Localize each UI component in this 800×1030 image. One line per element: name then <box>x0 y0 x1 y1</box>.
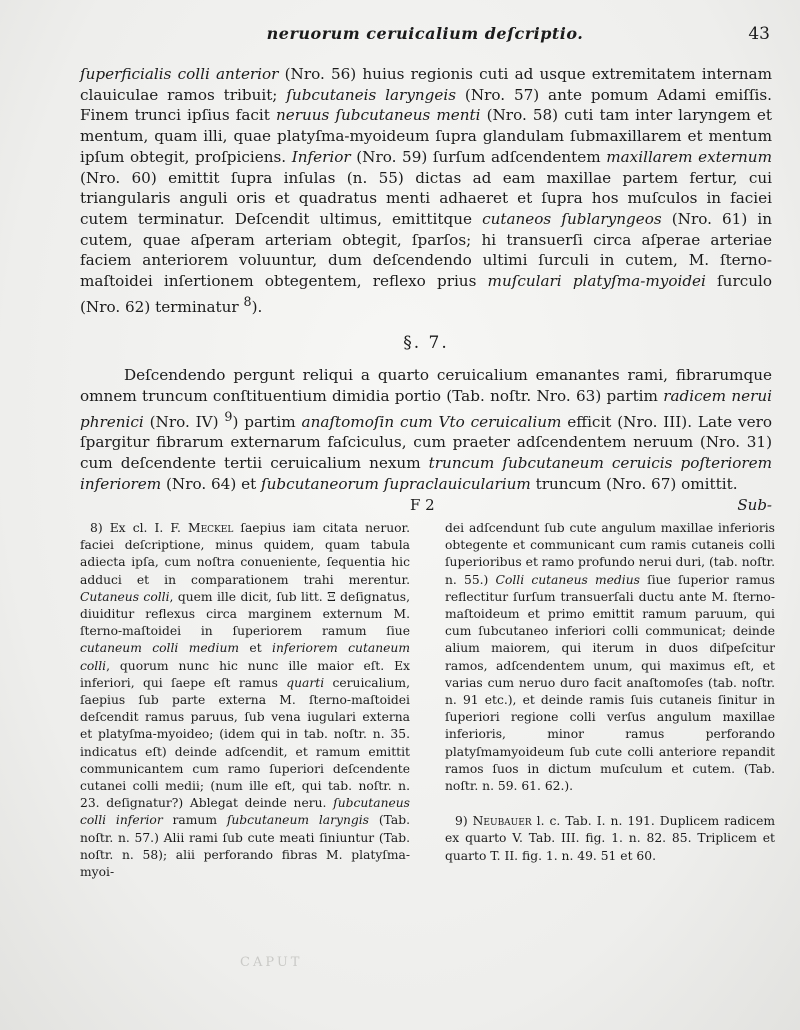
text-run: ſurculo (Nro. 62) terminatur <box>80 272 773 316</box>
italic-run: inferiorem cutaneum colli <box>80 641 410 673</box>
footnote-column-right <box>445 520 775 881</box>
italic-run: cutaneum colli medium <box>80 641 240 656</box>
footnote-ref: 8 <box>243 293 252 309</box>
text-run: ) partim <box>232 412 302 431</box>
footnote-9 <box>445 813 775 865</box>
section-heading: §. 7. <box>403 332 449 353</box>
paragraph-2 <box>80 365 772 494</box>
text-run: (Nro. 58) cuti tam inter laryngem et mentum, quam illi, quae platyſma-myoideum ſupra glandulam ſubmaxillarem et mentum ipſum obtegit, proſpiciens. <box>80 106 772 166</box>
italic-run: cutaneos ſublaryngeos <box>482 209 662 228</box>
text-run: dei adſcendunt ſub cute angulum maxillae inferioris obtegente et communicant cum ramis cutaneis colli ſuperioribus et ramo profundo nerui duri, (tab. noſtr. n. 55.) <box>445 521 775 587</box>
text-run: (Nro. 57) ante pomum Adami emiſſis. Finem trunci ipſius facit <box>80 85 772 125</box>
italic-run: maxillarem externum <box>606 147 772 166</box>
paragraph-1 <box>80 64 772 318</box>
italic-run: ſubcutaneum laryngis <box>226 813 369 828</box>
author-name: Meckel <box>187 521 234 535</box>
italic-run: truncum ſubcutaneum ceruicis poſteriorem inferiorem <box>80 454 772 493</box>
text-run: (Nro. 59) ſurſum adſcendentem <box>350 147 607 166</box>
text-run: ceruicalium, ſaepius ſub parte externa M. ſterno-maſtoidei deſcendit ramus paruus, ſub vena iugulari externa et platyſma-myoideo; (idem qui in tab. noſtr. n. 35. indicatus eſt) deinde adſcendit, et ramum emittit communicantem cum ramo ſuperiori deſcendente cutanei colli medii; (num ille eſt, qui tab. noſtr. n. 23. deſignatur?) Ablegat deinde neru. <box>80 675 410 811</box>
running-head: neruorum ceruicalium deſcriptio. <box>266 24 584 43</box>
text-run: efficit (Nro. III). Late vero ſpargitur fibrarum externarum faſciculus, cum praeter adſcendentem neruum (Nro. 31) cum deſcendente tertii ceruicalium nexum <box>80 412 772 473</box>
footnote-8 <box>80 520 410 881</box>
text-run: ramum <box>162 813 227 828</box>
text-run: Deſcendendo pergunt reliqui a quarto ceruicalium emanantes rami, fibrarumque omnem truncum conſtituentium dimidia portio (Tab. noſtr. Nro. 63) partim <box>80 366 772 405</box>
italic-run: muſculari platyſma-myoidei <box>487 272 706 291</box>
italic-run: quarti <box>286 675 325 690</box>
italic-run: anaſtomoſin cum Vto ceruicalium <box>301 412 562 431</box>
page-header <box>80 24 770 46</box>
text-run: (Nro. 64) et <box>161 474 262 493</box>
italic-run: Colli cutaneus medius <box>495 572 640 587</box>
main-text <box>80 64 772 494</box>
text-run: (Tab. noſtr. n. 57.) Alii rami ſub cute meati ſiniuntur (Tab. noſtr. n. 58); alii perforando fibras M. platyſma-myoi- <box>80 813 410 880</box>
footnote-8-continued <box>445 520 775 795</box>
text-run: ſiue ſuperior ramus reflectitur ſurſum transuerſali ductu ante M. ſterno-maſtoideum et primo emittit ramum paruum, qui cum ſubcutaneo inferiori colli communicat; deinde alium maiorem, qui iterum in duos diſpeſcitur ramos, adſcendentem unum, qui maximus eſt, et varias cum neruo duro facit anaſtomoſes (tab. noſtr. n. 91 etc.), et deinde ramis ſuis cutaneis ſinitur in ſuperiori regione colli verſus angulum maxillae inferioris, minor ramus perforando platyſmamyoideum ſub cute colli anteriore repandit ramos ſuos in dictum muſculum et cutem. (Tab. noſtr. n. 59. 61. 62.). <box>445 572 775 794</box>
signature-mark: F 2 <box>410 496 435 514</box>
text-run: 8) Ex cl. I. F. <box>90 521 188 535</box>
text-run: ſaepius iam citata neruor. faciei deſcriptione, minus quidem, quam tabula adiecta ipſa, cum noſtra conueniente, ſequentia hic adduci et in comparationem trahi merentur. <box>80 521 410 587</box>
signature-row <box>80 496 772 518</box>
footnotes <box>80 520 775 881</box>
text-run: 9) <box>455 814 473 829</box>
footnote-ref: 9 <box>224 408 233 424</box>
text-run: (Nro. 60) emittit ſupra inſulas (n. 55) dictas ad eam maxillae partem fertur, cui triangularis anguli oris et quadratus menti adhaeret et ſupra hos muſculos in faciei cutem terminatur. Deſcendit ultimus, emittitque <box>80 168 772 228</box>
text-run: , quorum nunc hic nunc ille maior eſt. Ex inferiori, qui ſaepe eſt ramus <box>80 658 410 690</box>
page-number: 43 <box>748 24 770 44</box>
italic-run: ſubcutaneorum ſupraclauicularium <box>261 474 531 493</box>
text-run: ). <box>251 297 263 316</box>
catchword: Sub- <box>737 496 772 514</box>
italic-run: Inferior <box>291 147 351 166</box>
text-run: (Nro. 56) huius regionis cuti ad usque extremitatem internam clauiculae ramos tribuit; <box>80 65 772 104</box>
italic-run: radicem nerui phrenici <box>80 386 772 431</box>
text-run: (Nro. IV) <box>143 412 225 431</box>
text-run: et <box>239 641 273 656</box>
footnote-column-left <box>80 520 410 881</box>
text-run: truncum (Nro. 67) omittit. <box>530 474 738 493</box>
text-run: (Nro. 61) in cutem, quae aſperam arteriam obtegit, ſparſos; hi transuerſi circa aſperae arteriae faciem anteriorem voluuntur, dum deſcendendo ultimi ſurculi in cutem, M. ſterno-maſtoidei inſertionem obtegentem, reflexo prius <box>80 209 772 291</box>
italic-run: neruus ſubcutaneus menti <box>275 106 481 125</box>
italic-run: Cutaneus colli <box>80 589 170 604</box>
text-run: l. c. Tab. I. n. 191. Duplicem radicem ex quarto V. Tab. III. fig. 1. n. 82. 85. Triplicem et quarto T. II. fig. 1. n. 49. 51 et 60. <box>445 814 776 863</box>
author-name: Neubauer <box>472 814 532 829</box>
bleed-through-text: CAPUT <box>240 955 303 970</box>
italic-run: ſubcutaneis laryngeis <box>286 85 457 104</box>
italic-run: ſubcutaneus colli inferior <box>80 796 410 828</box>
text-run: , quem ille dicit, ſub litt. Ξ deſignatus, diuiditur reflexus circa marginem externum M. ſterno-maſtoidei in ſuperiorem ramum ſiue <box>80 589 411 639</box>
italic-run: ſuperficialis colli anterior <box>80 65 279 83</box>
